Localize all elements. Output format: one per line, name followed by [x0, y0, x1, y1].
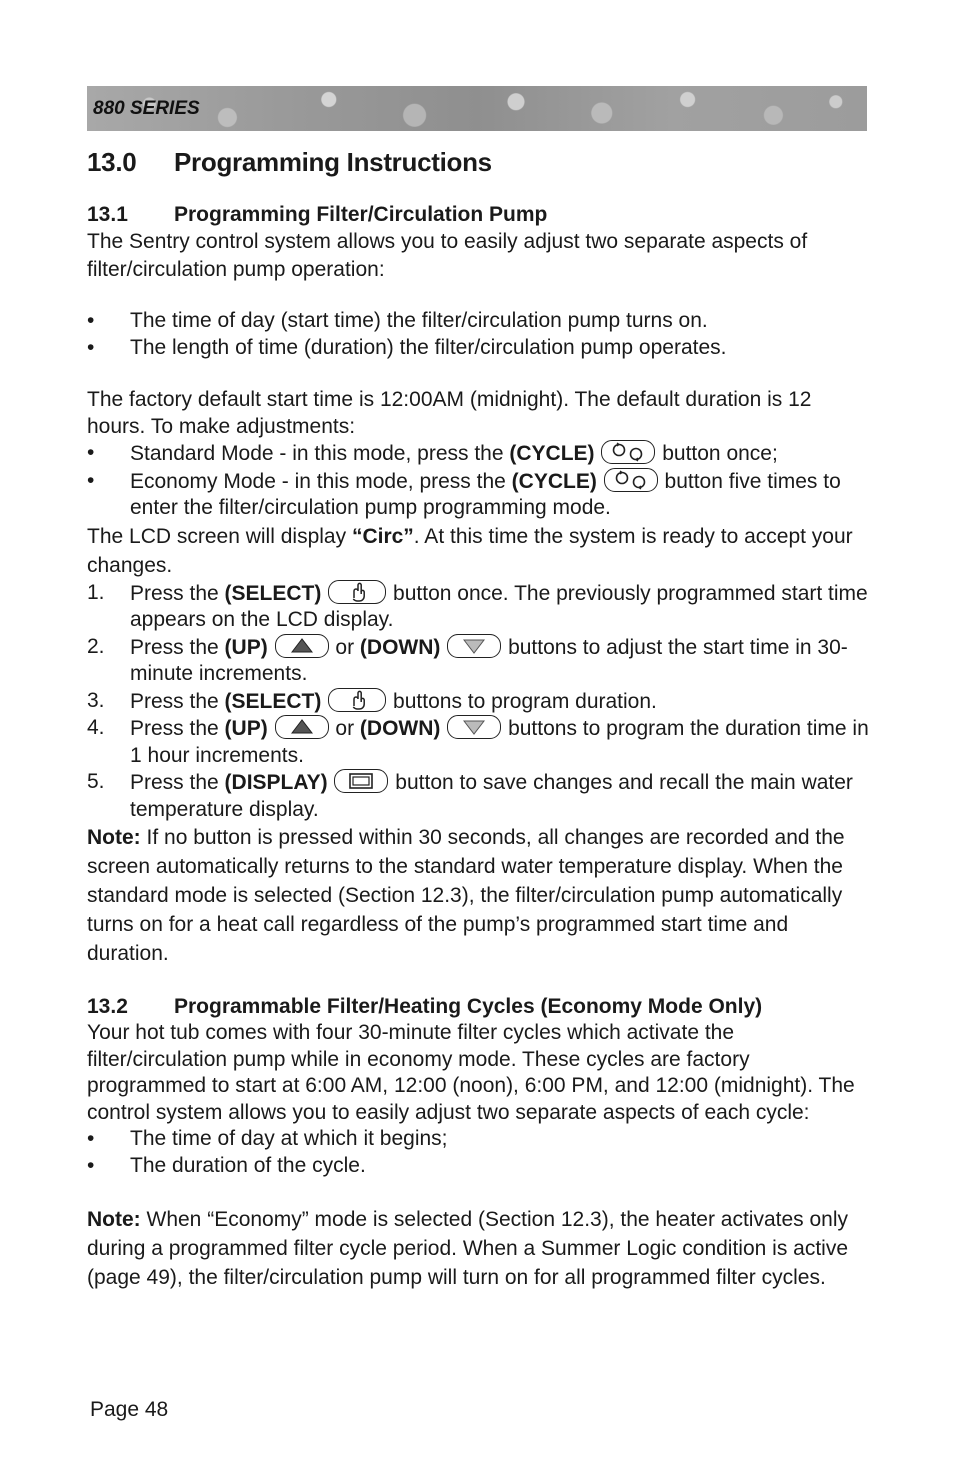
- down-button-icon: [447, 634, 501, 658]
- down-button-icon: [447, 715, 501, 739]
- aspect-list: [87, 1126, 869, 1179]
- text: The LCD screen will display: [87, 524, 352, 548]
- bullet-text: The duration of the cycle.: [130, 1153, 366, 1177]
- section-heading: [87, 146, 869, 178]
- step-number: 2.: [87, 634, 105, 658]
- text: Press the: [130, 689, 225, 713]
- select-label: (SELECT): [224, 581, 322, 605]
- list-item: [87, 1153, 869, 1180]
- section-number: 13.0: [87, 147, 137, 177]
- intro-paragraph: Your hot tub comes with four 30-minute filter cycles which activate the filter/circulation pump while in economy mode. These cycles are factory programmed to start at 6:00 AM, 12:00 (noon), 6:00 PM, and 12:00 (midnight). The control system allows you to easily adjust two separate aspects of each cycle:: [87, 1021, 855, 1124]
- text: Press the: [130, 581, 225, 605]
- text: Economy Mode - in this mode, press the: [130, 469, 512, 493]
- bullet-text: The time of day at which it begins;: [130, 1127, 448, 1150]
- step-item: [87, 769, 869, 823]
- aspect-list: [87, 308, 869, 361]
- text: button once;: [656, 442, 778, 465]
- list-item: [87, 440, 869, 468]
- text: . At this time the system is ready to accept your changes.: [87, 524, 853, 577]
- up-button-icon: [275, 634, 329, 658]
- step-item: [87, 715, 869, 769]
- section-title: Programming Instructions: [174, 147, 492, 177]
- lcd-paragraph: [87, 522, 869, 580]
- up-button-icon: [275, 715, 329, 739]
- text: or: [329, 635, 360, 659]
- circ-label: “Circ”: [351, 524, 414, 548]
- cycle-button-icon: [601, 440, 655, 464]
- default-paragraph: The factory default start time is 12:00AM (midnight). The default duration is 12 hours. To make adjustments:: [87, 388, 812, 438]
- display-label: (DISPLAY): [224, 771, 328, 794]
- note-text: When “Economy” mode is selected (Section 12.3), the heater activates only during a programmed filter cycle period. When a Summer Logic condition is active (page 49), the filter/circulation pump will turn on for all programmed filter cycles.: [87, 1208, 849, 1289]
- subsection-number: 13.2: [87, 995, 128, 1018]
- bullet-text: The length of time (duration) the filter/circulation pump operates.: [130, 335, 727, 359]
- intro-paragraph: The Sentry control system allows you to easily adjust two separate aspects of filter/circulation pump operation:: [87, 230, 808, 281]
- cycle-label: (CYCLE): [511, 469, 597, 493]
- page-number: Page 48: [90, 1398, 169, 1421]
- text: buttons to program duration.: [387, 689, 657, 713]
- bullet-mark: •: [87, 441, 95, 464]
- mode-list: [87, 440, 869, 522]
- select-button-icon: [328, 688, 386, 712]
- text: buttons to program the duration time in 1 hour increments.: [130, 717, 869, 767]
- bullet-mark: •: [87, 1153, 95, 1177]
- list-item: [87, 335, 869, 362]
- down-label: (DOWN): [359, 635, 441, 659]
- note-text: If no button is pressed within 30 seconds, all changes are recorded and the screen automatically returns to the standard water temperature display. When the standard mode is selected (Section 12.3), the filter/circulation pump automatically turns on for a heat call regardless of the pump’s programmed start time and duration.: [87, 826, 845, 965]
- list-item: [87, 468, 869, 522]
- select-label: (SELECT): [224, 689, 322, 713]
- bullet-text: The time of day (start time) the filter/circulation pump turns on.: [130, 309, 708, 332]
- text: button five times to enter the filter/circulation pump programming mode.: [130, 469, 841, 519]
- bullet-mark: •: [87, 1127, 95, 1150]
- step-number: 4.: [87, 716, 105, 739]
- cycle-label: (CYCLE): [509, 442, 595, 465]
- subsection-heading-13-1: [87, 202, 869, 228]
- display-button-icon: [334, 769, 388, 793]
- step-number: 1.: [87, 580, 105, 604]
- note-lead: Note:: [87, 826, 141, 849]
- select-button-icon: [328, 580, 386, 604]
- up-label: (UP): [224, 635, 268, 659]
- text: Press the: [130, 771, 225, 794]
- bullet-mark: •: [87, 468, 95, 492]
- down-label: (DOWN): [359, 717, 441, 740]
- bullet-mark: •: [87, 309, 95, 332]
- text: button to save changes and recall the main water temperature display.: [130, 771, 853, 821]
- step-number: 5.: [87, 770, 105, 793]
- bullet-mark: •: [87, 335, 95, 359]
- subsection-title: Programming Filter/Circulation Pump: [174, 203, 548, 226]
- subsection-number: 13.1: [87, 203, 128, 226]
- text: Press the: [130, 717, 225, 740]
- note-lead: Note:: [87, 1208, 141, 1231]
- cycle-button-icon: [604, 468, 658, 492]
- step-item: [87, 688, 869, 716]
- up-label: (UP): [224, 717, 268, 740]
- subsection-heading-13-2: [87, 994, 869, 1020]
- text: button once. The previously programmed start time appears on the LCD display.: [130, 581, 868, 631]
- subsection-title: Programmable Filter/Heating Cycles (Economy Mode Only): [174, 995, 763, 1018]
- page-content: [87, 140, 869, 1292]
- list-item: [87, 1126, 869, 1153]
- step-item: [87, 634, 869, 688]
- steps-list: [87, 580, 869, 824]
- list-item: [87, 308, 869, 335]
- note-paragraph: [87, 1205, 869, 1292]
- text: or: [329, 717, 360, 740]
- step-item: [87, 580, 869, 634]
- series-title: 880 SERIES: [93, 98, 200, 119]
- text: Press the: [130, 635, 225, 659]
- step-number: 3.: [87, 688, 105, 712]
- header-banner: [87, 86, 867, 131]
- text: buttons to adjust the start time in 30-minute increments.: [130, 635, 848, 685]
- note-paragraph: [87, 823, 869, 968]
- text: Standard Mode - in this mode, press the: [130, 442, 510, 465]
